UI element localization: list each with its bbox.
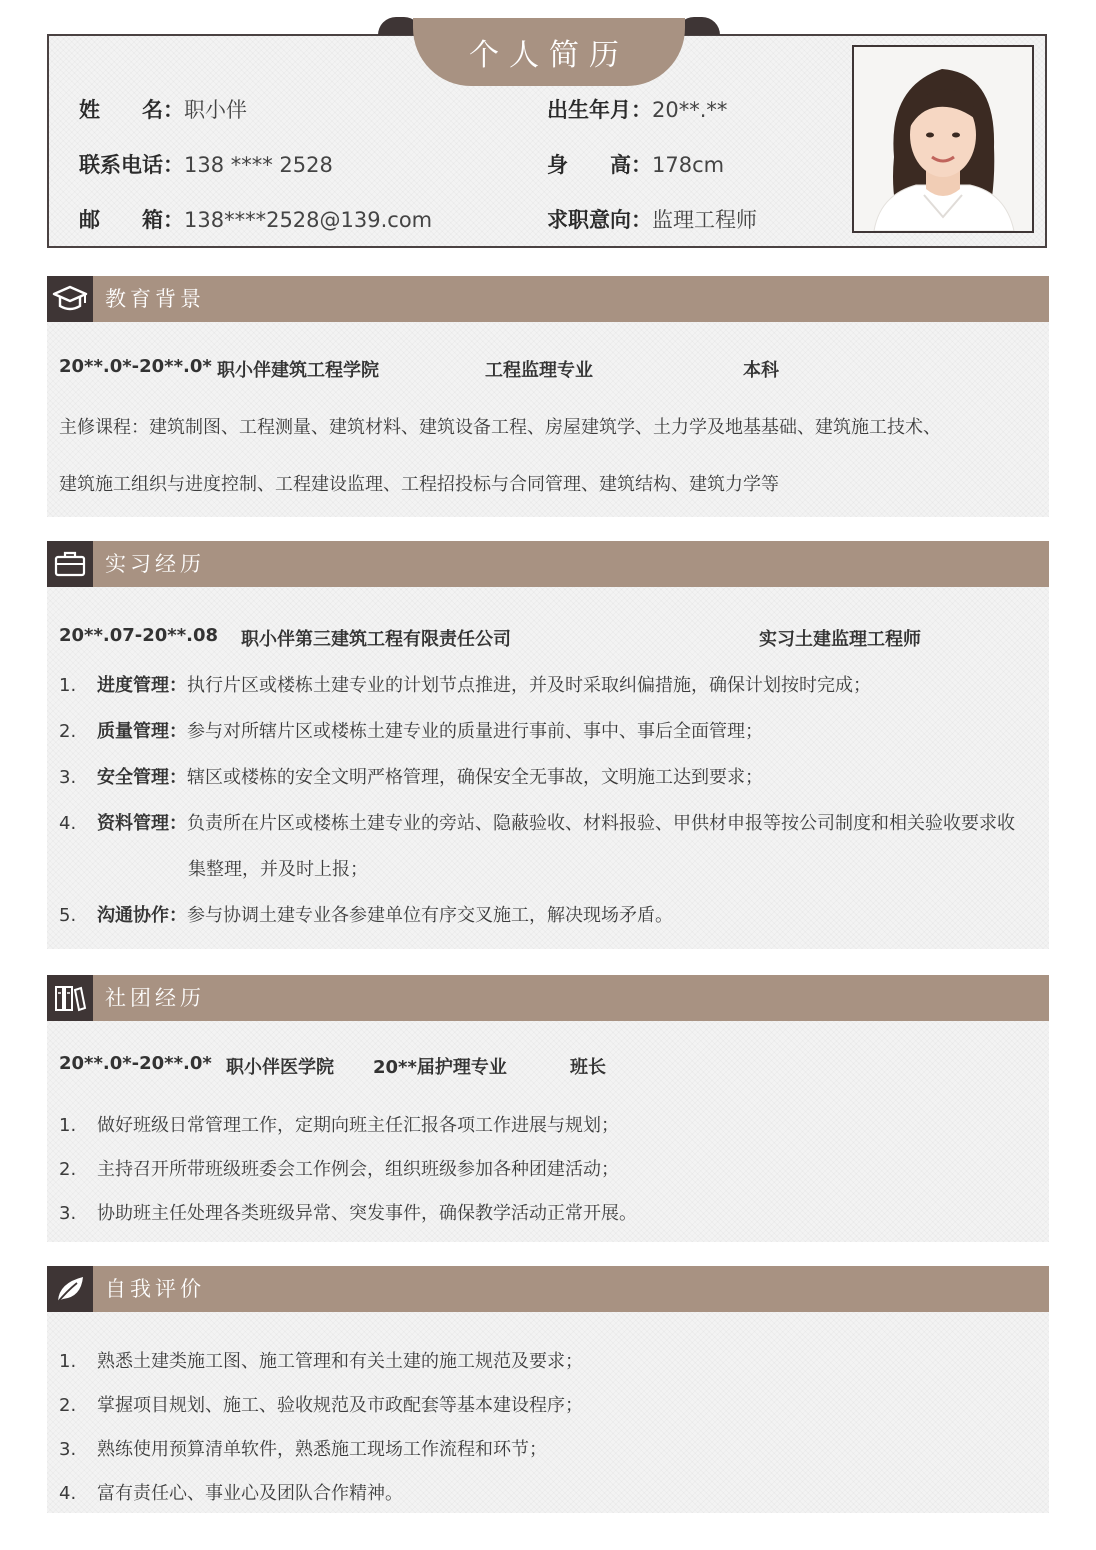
birth-label: 出生年月： xyxy=(547,98,652,122)
internship-item-continuation: 集整理，并及时上报； xyxy=(188,859,368,880)
club-dept: 20**届护理专业 xyxy=(373,1057,507,1078)
leaf-icon xyxy=(47,1266,93,1312)
phone-label: 联系电话： xyxy=(79,153,184,177)
email-row xyxy=(79,204,432,234)
education-period: 20**.0*-20**.0* xyxy=(59,356,212,377)
club-item-text: 协助班主任处理各类班级异常、突发事件，确保教学活动正常开展。 xyxy=(97,1203,637,1224)
section-title-internship: 实习经历 xyxy=(105,552,205,576)
internship-item xyxy=(59,717,763,743)
internship-item-number: 1. xyxy=(59,675,77,696)
internship-item-number: 4. xyxy=(59,813,77,834)
self-eval-item-text: 熟练使用预算清单软件，熟悉施工现场工作流程和环节； xyxy=(97,1439,547,1460)
club-item xyxy=(59,1199,637,1225)
club-item xyxy=(59,1155,619,1181)
internship-item-number: 3. xyxy=(59,767,77,788)
self-eval-item-number: 2. xyxy=(59,1395,77,1416)
height-row xyxy=(547,149,724,179)
section-header-club xyxy=(47,975,1049,1021)
self-eval-item xyxy=(59,1479,403,1505)
section-title-self-eval: 自我评价 xyxy=(105,1277,205,1301)
self-eval-item xyxy=(59,1347,583,1373)
name-value: 职小伴 xyxy=(184,98,247,122)
phone-row xyxy=(79,149,333,179)
club-summary-row xyxy=(59,1053,606,1078)
self-eval-item xyxy=(59,1435,547,1461)
internship-item-number: 5. xyxy=(59,905,77,926)
books-icon xyxy=(47,975,93,1021)
section-title-club: 社团经历 xyxy=(105,986,205,1010)
internship-item xyxy=(59,809,1015,835)
section-body-internship xyxy=(47,587,1049,949)
section-body-education xyxy=(47,322,1049,517)
section-header-internship xyxy=(47,541,1049,587)
education-school: 职小伴建筑工程学院 xyxy=(217,360,379,381)
education-major: 工程监理专业 xyxy=(485,360,593,381)
club-item xyxy=(59,1111,619,1137)
briefcase-icon xyxy=(47,541,93,587)
club-item-number: 2. xyxy=(59,1159,77,1180)
education-courses-line-1: 主修课程：建筑制图、工程测量、建筑材料、建筑设备工程、房屋建筑学、土力学及地基基础、建筑施工技术、 xyxy=(59,417,941,438)
section-body-self-eval xyxy=(47,1312,1049,1513)
internship-period: 20**.07-20**.08 xyxy=(59,625,218,646)
target-label: 求职意向： xyxy=(547,208,652,232)
graduation-cap-icon xyxy=(47,276,93,322)
internship-item-label: 沟通协作： xyxy=(97,905,187,926)
education-degree: 本科 xyxy=(743,360,779,381)
self-eval-item-text: 熟悉土建类施工图、施工管理和有关土建的施工规范及要求； xyxy=(97,1351,583,1372)
internship-item-number: 2. xyxy=(59,721,77,742)
club-item-number: 3. xyxy=(59,1203,77,1224)
target-value: 监理工程师 xyxy=(652,208,757,232)
education-courses-line-2: 建筑施工组织与进度控制、工程建设监理、工程招投标与合同管理、建筑结构、建筑力学等 xyxy=(59,474,779,495)
self-eval-item-number: 1. xyxy=(59,1351,77,1372)
club-period: 20**.0*-20**.0* xyxy=(59,1053,212,1074)
internship-item-label: 质量管理： xyxy=(97,721,187,742)
section-body-club xyxy=(47,1021,1049,1242)
internship-item-label: 资料管理： xyxy=(97,813,187,834)
internship-item-label: 进度管理： xyxy=(97,675,187,696)
self-eval-item-text: 掌握项目规划、施工、验收规范及市政配套等基本建设程序； xyxy=(97,1395,583,1416)
club-item-text: 主持召开所带班级班委会工作例会，组织班级参加各种团建活动； xyxy=(97,1159,619,1180)
section-header-self-eval xyxy=(47,1266,1049,1312)
internship-item-text: 辖区或楼栋的安全文明严格管理，确保安全无事故，文明施工达到要求； xyxy=(187,767,763,788)
internship-item-text: 执行片区或楼栋土建专业的计划节点推进，并及时采取纠偏措施，确保计划按时完成； xyxy=(187,675,871,696)
internship-item xyxy=(59,763,763,789)
internship-position: 实习土建监理工程师 xyxy=(759,629,921,650)
email-value: 138****2528@139.com xyxy=(184,208,433,232)
club-role: 班长 xyxy=(570,1057,606,1078)
self-eval-item xyxy=(59,1391,583,1417)
phone-value: 138 **** 2528 xyxy=(184,153,333,177)
club-item-number: 1. xyxy=(59,1115,77,1136)
internship-summary-row xyxy=(59,625,921,650)
portrait-illustration xyxy=(854,47,1032,231)
section-header-education xyxy=(47,276,1049,322)
internship-item-text: 参与协调土建专业各参建单位有序交叉施工，解决现场矛盾。 xyxy=(187,905,673,926)
email-label: 邮 箱： xyxy=(79,208,184,232)
internship-item-text: 负责所在片区或楼栋土建专业的旁站、隐蔽验收、材料报验、甲供材申报等按公司制度和相关验收要求收 xyxy=(187,813,1015,834)
education-summary-row xyxy=(59,356,779,381)
birth-row xyxy=(547,94,727,124)
profile-photo xyxy=(852,45,1034,233)
height-label: 身 高： xyxy=(547,153,652,177)
name-row xyxy=(79,94,247,124)
birth-value: 20**.** xyxy=(652,98,728,122)
section-title-education: 教育背景 xyxy=(105,287,205,311)
internship-company: 职小伴第三建筑工程有限责任公司 xyxy=(241,629,511,650)
internship-item-label: 安全管理： xyxy=(97,767,187,788)
club-item-text: 做好班级日常管理工作，定期向班主任汇报各项工作进展与规划； xyxy=(97,1115,619,1136)
resume-title: 个人简历 xyxy=(413,18,685,86)
target-row xyxy=(547,204,757,234)
height-value: 178cm xyxy=(652,153,725,177)
internship-item xyxy=(59,901,673,927)
self-eval-item-number: 4. xyxy=(59,1483,77,1504)
club-org: 职小伴医学院 xyxy=(226,1057,334,1078)
internship-item xyxy=(59,671,871,697)
self-eval-item-number: 3. xyxy=(59,1439,77,1460)
self-eval-item-text: 富有责任心、事业心及团队合作精神。 xyxy=(97,1483,403,1504)
name-label: 姓 名： xyxy=(79,98,184,122)
internship-item-text: 参与对所辖片区或楼栋土建专业的质量进行事前、事中、事后全面管理； xyxy=(187,721,763,742)
